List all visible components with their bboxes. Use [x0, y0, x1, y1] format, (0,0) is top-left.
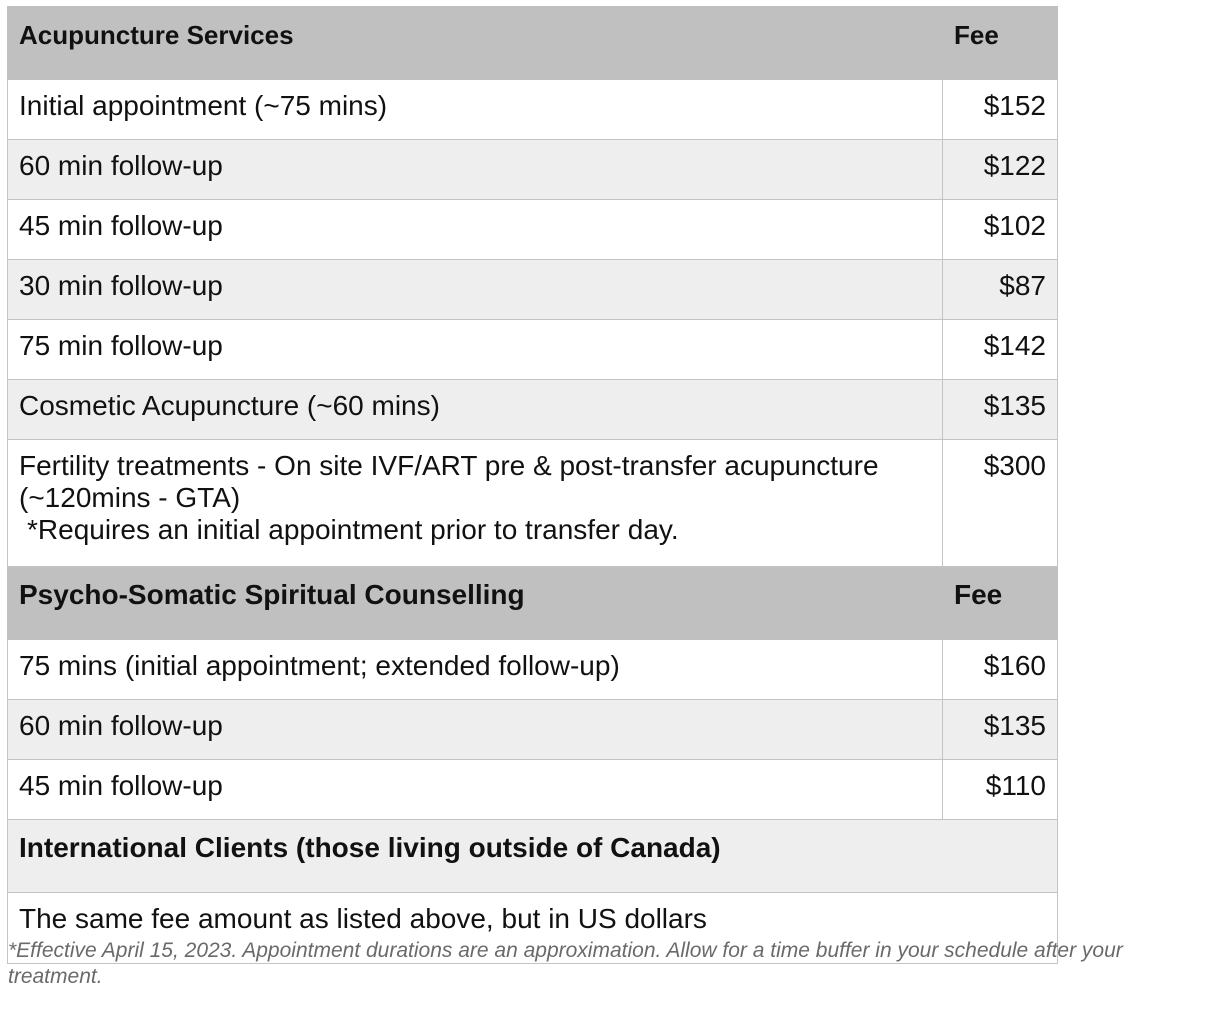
acupuncture-heading: Acupuncture Services	[8, 7, 943, 80]
service-name: 45 min follow-up	[8, 200, 943, 260]
service-fee: $135	[943, 700, 1058, 760]
service-note: *Requires an initial appointment prior to transfer day.	[27, 514, 679, 545]
table-row	[8, 380, 1058, 440]
service-fee: $110	[943, 760, 1058, 820]
service-fee: $160	[943, 640, 1058, 700]
service-fee: $122	[943, 140, 1058, 200]
counselling-fee-heading: Fee	[943, 567, 1058, 640]
service-fee: $135	[943, 380, 1058, 440]
international-text: The same fee amount as listed above, but in US dollars	[8, 893, 1058, 964]
counselling-header-row	[8, 567, 1058, 640]
table-row	[8, 200, 1058, 260]
service-name: Initial appointment (~75 mins)	[8, 80, 943, 140]
table-row	[8, 80, 1058, 140]
table-row	[8, 260, 1058, 320]
fee-table	[7, 6, 1058, 964]
acupuncture-header-row	[8, 7, 1058, 80]
acupuncture-fee-heading: Fee	[943, 7, 1058, 80]
service-name: 75 min follow-up	[8, 320, 943, 380]
service-cell	[8, 440, 943, 567]
service-fee: $87	[943, 260, 1058, 320]
service-fee: $142	[943, 320, 1058, 380]
table-row	[8, 760, 1058, 820]
service-fee: $152	[943, 80, 1058, 140]
international-header-row	[8, 820, 1058, 893]
table-row	[8, 440, 1058, 567]
service-name: 45 min follow-up	[8, 760, 943, 820]
service-name: Fertility treatments - On site IVF/ART pre & post-transfer acupuncture (~120mins - GTA)	[19, 450, 879, 513]
table-row	[8, 320, 1058, 380]
table-row	[8, 140, 1058, 200]
service-fee: $300	[943, 440, 1058, 567]
service-name: 60 min follow-up	[8, 700, 943, 760]
footnote: *Effective April 15, 2023. Appointment durations are an approximation. Allow for a time buffer in your schedule after your treatment.	[8, 939, 1123, 988]
counselling-heading: Psycho-Somatic Spiritual Counselling	[8, 567, 943, 640]
international-heading: International Clients (those living outside of Canada)	[8, 820, 1058, 893]
table-row	[8, 700, 1058, 760]
service-name: 75 mins (initial appointment; extended follow-up)	[8, 640, 943, 700]
service-name: 60 min follow-up	[8, 140, 943, 200]
service-name: Cosmetic Acupuncture (~60 mins)	[8, 380, 943, 440]
table-row	[8, 640, 1058, 700]
service-name: 30 min follow-up	[8, 260, 943, 320]
service-fee: $102	[943, 200, 1058, 260]
